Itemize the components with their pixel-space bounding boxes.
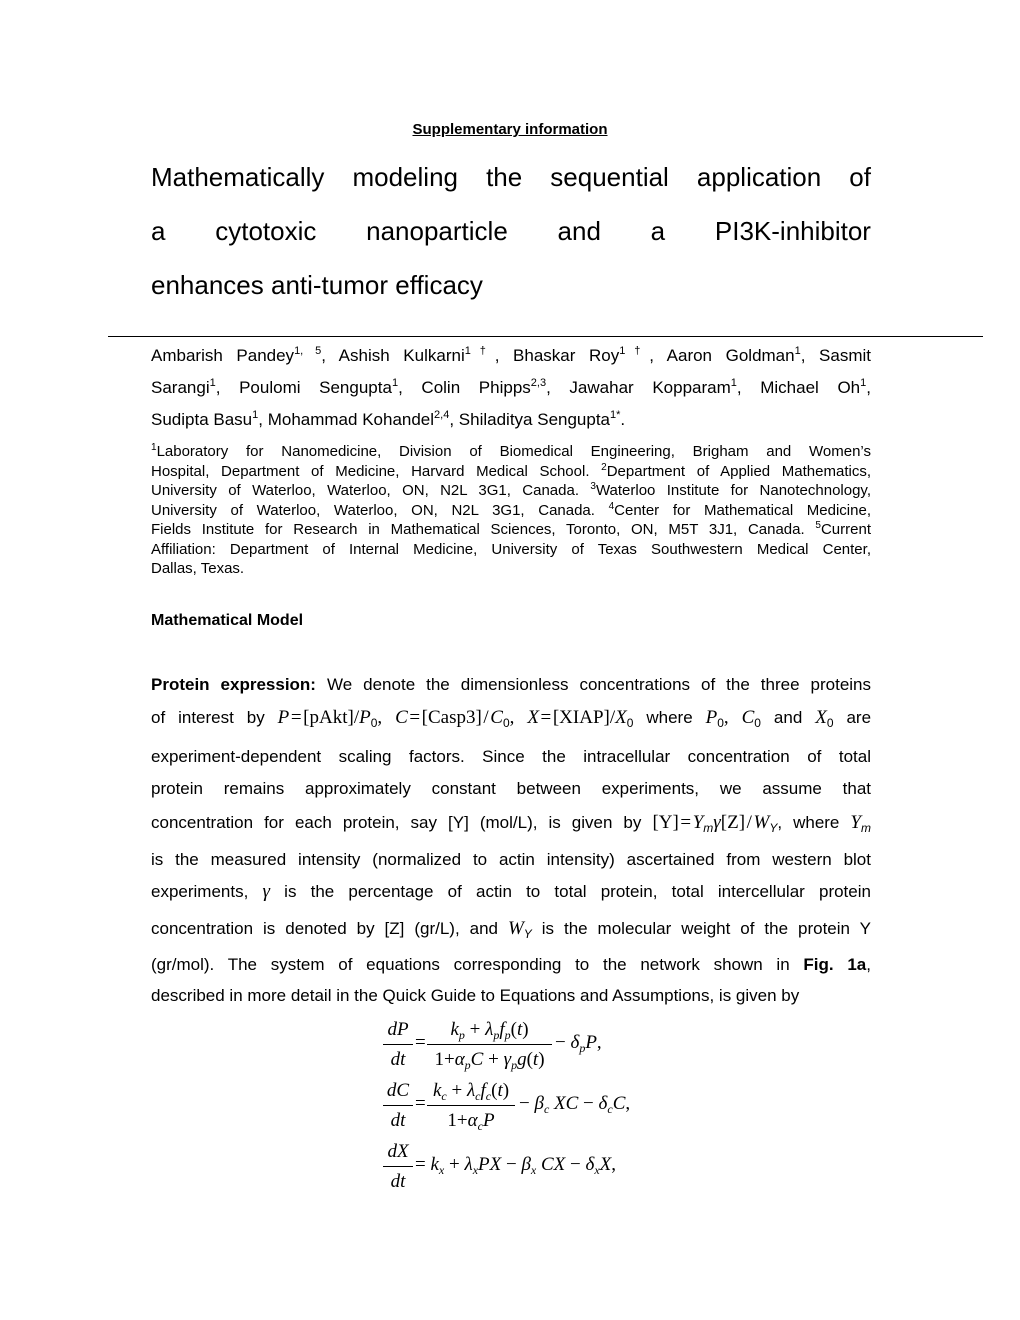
equation-dC: dC dt = $k_c + \lambda_cf_c(t)$ $1+\alpha_cP$ − $\beta_c$ XC − $\delta_cC$, bbox=[383, 1080, 643, 1135]
title-line-1: Mathematically modeling the sequential application of bbox=[151, 162, 871, 192]
body-line: concentration is denoted by [Z] (gr/L), and $W_Y$ is the molecular weight of the protein Y bbox=[151, 918, 871, 941]
author-line-1: Ambarish Pandey$^{1, 5}$, Ashish Kulkarni$^{1\dagger}$, Bhaskar Roy$^{1\dagger}$, Aaron Goldman$^1$, Sasmit bbox=[151, 345, 871, 365]
paper-title bbox=[151, 150, 871, 312]
figure-reference[interactable]: Fig. 1a bbox=[803, 955, 867, 974]
affiliation-line: Dallas, Texas. bbox=[151, 560, 245, 577]
equation-dX: dX dt = $k_x + \lambda_xPX - \beta_x$ CX − $\delta_xX$, bbox=[383, 1141, 643, 1196]
body-line: (gr/mol). The system of equations corresponding to the network shown in Fig. 1a, bbox=[151, 955, 871, 974]
affiliation-line: $^1$Laboratory for Nanomedicine, Division of Biomedical Engineering, Brigham and Women’s bbox=[151, 442, 871, 460]
affiliations bbox=[151, 442, 871, 579]
affiliation-line: University of Waterloo, Waterloo, ON, N2L 3G1, Canada. $^4$Center for Mathematical Medicine, bbox=[151, 500, 871, 519]
body-line: of interest by P = $[pAkt]/P_0$, C = [Casp3] / $C_0$, X = $[XIAP]/X_0$ where $P_0$, $C_0$ and $X_0$ are bbox=[151, 707, 872, 730]
supplementary-heading: Supplementary information bbox=[412, 121, 608, 138]
inline-math: [Y] = $Y_m\gamma[Z]$ / $W_Y$ bbox=[652, 812, 778, 835]
affiliation-line: Affiliation: Department of Internal Medicine, University of Texas Southwestern Medical Center, bbox=[151, 540, 871, 558]
body-line: experiments, γ is the percentage of actin to total protein, total intercellular protein bbox=[151, 881, 871, 902]
author-line-3: Sudipta Basu$^1$, Mohammad Kohandel$^{2,4}$, Shiladitya Sengupta$^{1*}$. bbox=[151, 409, 626, 429]
body-line: experiment-dependent scaling factors. Since the intracellular concentration of total bbox=[151, 747, 871, 766]
body-line: Protein expression: We denote the dimensionless concentrations of the three proteins bbox=[151, 675, 871, 694]
inline-heading: Protein expression: bbox=[151, 675, 316, 694]
body-line: is the measured intensity (normalized to actin intensity) ascertained from western blot bbox=[151, 850, 871, 869]
inline-math: P = $[pAkt]/P_0$, C = [Casp3] / $C_0$, X = $[XIAP]/X_0$ bbox=[277, 707, 634, 730]
author-line-2: Sarangi$^1$, Poulomi Sengupta$^1$, Colin Phipps$^{2,3}$, Jawahar Kopparam$^1$, Michael Oh$^1$, bbox=[151, 377, 871, 397]
equation-dP: dP dt = $k_p + \lambda_pf_p(t)$ $1+\alpha_pC + \gamma_pg(t)$ − $\delta_pP$, bbox=[383, 1019, 613, 1074]
body-line: protein remains approximately constant between experiments, we assume that bbox=[151, 779, 871, 798]
author-list bbox=[151, 340, 871, 436]
section-heading: Mathematical Model bbox=[151, 612, 304, 629]
affiliation-line: Hospital, Department of Medicine, Harvard Medical School. $^2$Department of Applied Mathematics, bbox=[151, 461, 871, 480]
body-line: described in more detail in the Quick Guide to Equations and Assumptions, is given by bbox=[151, 986, 800, 1005]
title-line-2: a cytotoxic nanoparticle and a PI3K-inhibitor bbox=[151, 216, 871, 246]
body-line: concentration for each protein, say [Y] (mol/L), is given by [Y] = $Y_m\gamma[Z]$ / $W_Y$, where $Y_m$ bbox=[151, 812, 871, 835]
affiliation-line: Fields Institute for Research in Mathematical Sciences, Toronto, ON, M5T 3J1, Canada. $^5$Current bbox=[151, 520, 871, 538]
divider bbox=[108, 336, 983, 337]
title-line-3: enhances anti-tumor efficacy bbox=[151, 270, 483, 300]
affiliation-line: University of Waterloo, Waterloo, ON, N2L 3G1, Canada. $^3$Waterloo Institute for Nanotechnology, bbox=[151, 481, 871, 499]
